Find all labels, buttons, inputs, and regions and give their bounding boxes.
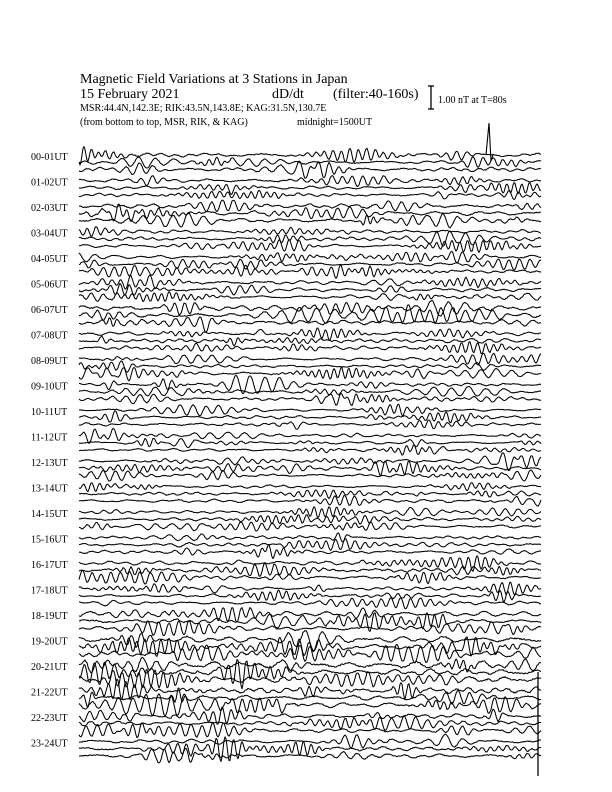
trace-15-16ut-rik [79,539,541,550]
hour-label-14-15ut: 14-15UT [31,509,68,520]
trace-02-03ut-kag [79,200,541,212]
hour-label-07-08ut: 07-08UT [31,330,68,342]
trace-05-06ut-rik [79,283,541,295]
trace-02-03ut-rik [79,204,541,221]
trace-08-09ut-rik [79,361,541,372]
hour-label-00-01ut: 00-01UT [31,152,68,163]
hour-label-11-12ut: 11-12UT [31,432,68,444]
trace-13-14ut-rik [79,490,541,499]
trace-06-07ut-rik [79,305,541,323]
trace-07-08ut-msr [79,342,541,354]
trace-11-12ut-msr [79,445,541,455]
trace-03-04ut-rik [79,231,541,246]
hour-label-08-09ut: 08-09UT [31,356,68,367]
hour-label-17-18ut: 17-18UT [31,585,68,597]
hour-label-18-19ut: 18-19UT [31,611,68,622]
trace-12-13ut-rik [79,461,541,476]
trace-15-16ut-kag [79,533,541,542]
trace-20-21ut-kag [79,657,541,673]
hour-label-20-21ut: 20-21UT [31,662,68,673]
hour-label-01-02ut: 01-02UT [31,177,68,189]
hour-label-23-24ut: 23-24UT [31,738,68,750]
trace-13-14ut-msr [79,495,541,506]
chart-title: Magnetic Field Variations at 3 Stations in Japan [80,72,348,87]
trace-10-11ut-msr [79,420,541,429]
trace-13-14ut-kag [79,483,541,492]
hour-label-21-22ut: 21-22UT [31,687,68,699]
midnight-note: midnight=1500UT [297,117,373,128]
trace-14-15ut-msr [79,522,541,531]
filter-label: (filter:40-160s) [333,87,419,102]
trace-17-18ut-msr [79,597,541,608]
hour-label-22-23ut: 22-23UT [31,713,68,724]
trace-08-09ut-msr [79,367,541,381]
trace-23-24ut-msr [79,748,541,763]
trace-17-18ut-kag [79,582,541,595]
trace-04-05ut-kag [79,251,541,263]
scale-bar [428,86,434,109]
trace-22-23ut-rik [79,716,541,731]
trace-15-16ut-msr [79,545,541,559]
hour-label-15-16ut: 15-16UT [31,534,68,546]
trace-09-10ut-kag [79,375,541,393]
trace-01-02ut-msr [79,190,541,199]
trace-10-11ut-rik [79,411,541,423]
trace-12-13ut-kag [79,453,541,471]
trace-03-04ut-msr [79,240,541,253]
hour-label-10-11ut: 10-11UT [31,407,68,418]
trace-14-15ut-kag [79,507,541,518]
hour-label-16-17ut: 16-17UT [31,560,68,571]
trace-05-06ut-kag [79,275,541,289]
trace-04-05ut-rik [79,259,541,270]
trace-06-07ut-msr [79,317,541,332]
trace-11-12ut-rik [79,438,541,447]
hour-label-02-03ut: 02-03UT [31,203,68,214]
trace-08-09ut-kag [79,353,541,365]
hour-label-13-14ut: 13-14UT [31,483,68,495]
trace-06-07ut-kag [79,300,541,316]
date-label: 15 February 2021 [80,87,180,102]
hour-label-12-13ut: 12-13UT [31,458,68,469]
trace-00-01ut-msr [79,161,541,178]
trace-19-20ut-kag [79,631,541,652]
trace-17-18ut-rik [79,590,541,602]
hour-label-09-10ut: 09-10UT [31,381,68,393]
trace-05-06ut-msr [79,292,541,302]
trace-00-01ut-rik [79,157,541,169]
hour-labels [31,152,68,750]
trace-23-24ut-rik [79,737,541,762]
hour-label-04-05ut: 04-05UT [31,254,68,265]
hour-label-19-20ut: 19-20UT [31,636,68,648]
trace-group [79,147,541,763]
trace-09-10ut-rik [79,387,541,397]
trace-22-23ut-kag [79,707,541,724]
trace-18-19ut-msr [79,621,541,636]
trace-order-note: (from bottom to top, MSR, RIK, & KAG) [80,117,248,128]
scale-bar-label: 1.00 nT at T=80s [438,95,507,106]
trace-07-08ut-rik [79,336,541,346]
quantity-label: dD/dt [272,87,304,102]
hour-label-05-06ut: 05-06UT [31,279,68,291]
station-coordinates: MSR:44.4N,142.3E; RIK:43.5N,143.8E; KAG:31.5N,130.7E [80,103,327,114]
hour-label-06-07ut: 06-07UT [31,305,68,316]
trace-03-04ut-kag [79,227,541,237]
hour-label-03-04ut: 03-04UT [31,228,68,240]
